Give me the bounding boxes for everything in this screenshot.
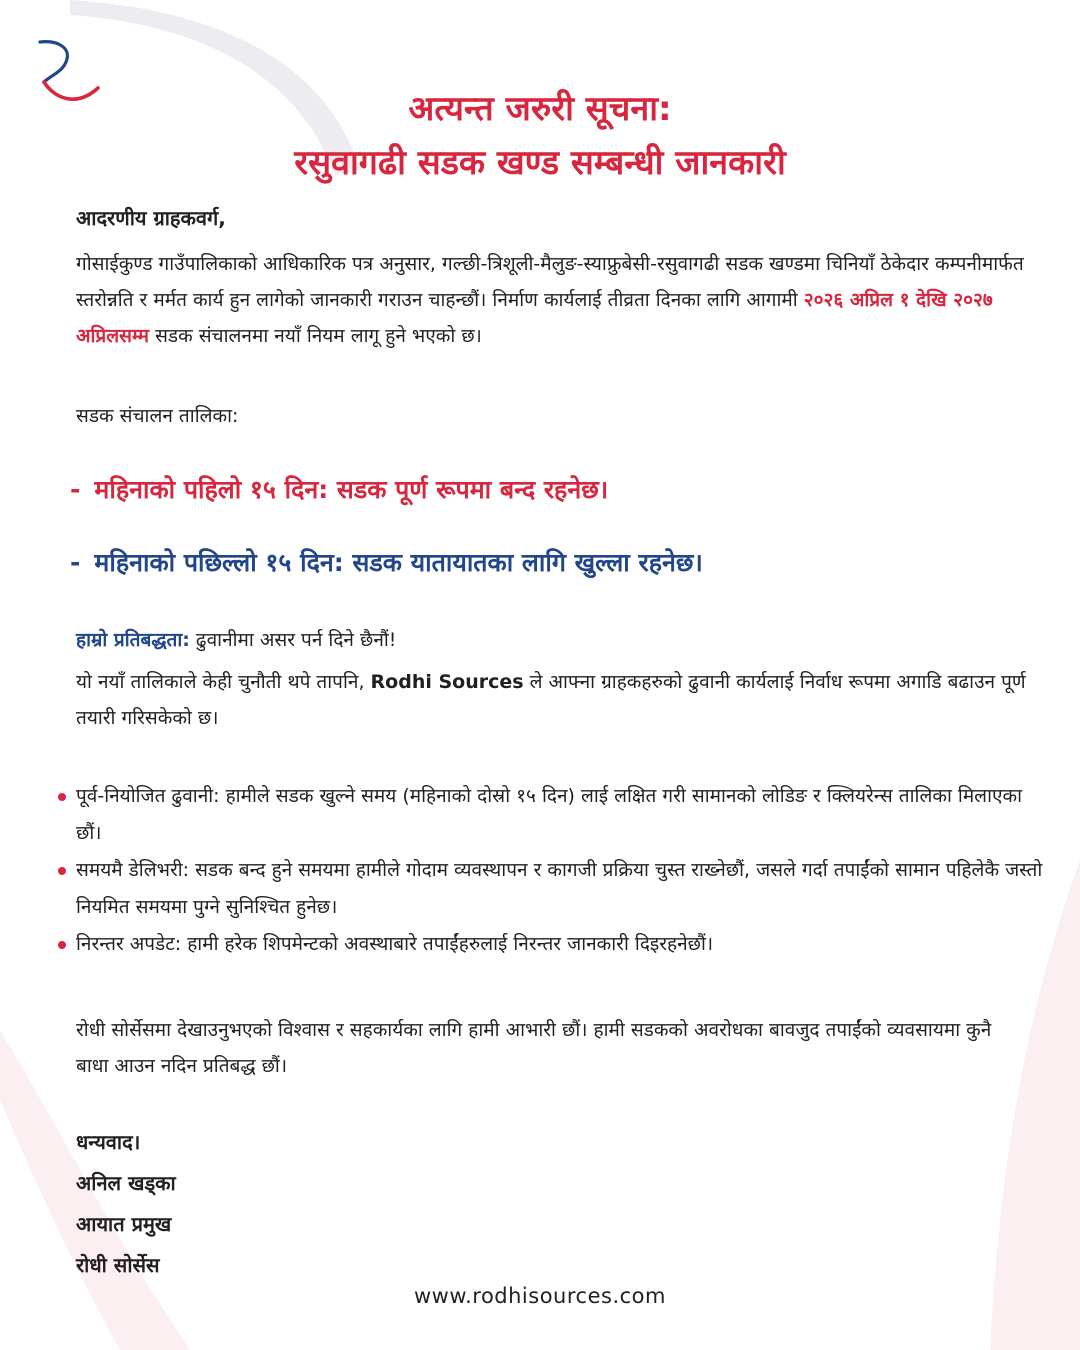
list-item xyxy=(56,852,1046,926)
schedule-text: महिनाको पहिलो १५ दिन: सडक पूर्ण रूपमा बन्द रहनेछ। xyxy=(94,475,609,504)
bullet-text: पूर्व-नियोजित ढुवानी: हामीले सडक खुल्ने समय (महिनाको दोस्रो १५ दिन) लाई लक्षित गरी सामानको लोडिङ र क्लियरेन्स तालिका मिलाएका छौं। xyxy=(76,785,1023,844)
intro-paragraph xyxy=(76,246,1026,354)
commitment-text-part2: ले आफ्ना ग्राहकहरुको ढुवानी कार्यलाई निर्वाध रूपमा अगाडि बढाउन पूर्ण तयारी गरिसकेको छ। xyxy=(76,671,1026,729)
schedule-text: महिनाको पछिल्लो १५ दिन: सडक यातायातका लागि खुल्ला रहनेछ। xyxy=(94,548,703,577)
bullet-dot-icon xyxy=(58,941,66,949)
website-link[interactable]: www.rodhisources.com xyxy=(414,1284,666,1308)
commitment-paragraph xyxy=(76,664,1026,736)
closing-paragraph: रोधी सोर्सेसमा देखाउनुभएको विश्वास र सहकार्यका लागि हामी आभारी छौं। हामी सडकको अवरोधका बावजुद तपाईंको व्यवसायमा कुनै बाधा आउन नदिन प्रतिबद्ध छौं। xyxy=(76,1019,992,1077)
signoff-role: आयात प्रमुख xyxy=(76,1212,172,1236)
date-range-highlight: २०२६ अप्रिल १ देखि २०२७ अप्रिलसम्म xyxy=(76,289,993,347)
brand-name: Rodhi Sources xyxy=(370,671,524,693)
intro-text-part2: सडक संचालनमा नयाँ नियम लागू हुने भएको छ। xyxy=(149,325,482,347)
bullet-text: समयमै डेलिभरी: सडक बन्द हुने समयमा हामीले गोदाम व्यवस्थापन र कागजी प्रक्रिया चुस्त राख्नेछौं, जसले गर्दा तपाईंको सामान पहिलेकै जस्तो नियमित समयमा पुग्ने सुनिश्चित हुनेछ। xyxy=(76,859,1043,918)
commitment-text-part1: यो नयाँ तालिकाले केही चुनौती थपे तापनि, xyxy=(76,671,371,693)
signoff-thanks: धन्यवाद। xyxy=(76,1130,141,1154)
signoff-company: रोधी सोर्सेस xyxy=(76,1253,160,1277)
commitment-label: हाम्रो प्रतिबद्धता: xyxy=(76,629,190,651)
bullet-text: निरन्तर अपडेट: हामी हरेक शिपमेन्टको अवस्थाबारे तपाईंहरुलाई निरन्तर जानकारी दिइरहनेछौं। xyxy=(76,933,714,955)
salutation: आदरणीय ग्राहकवर्ग, xyxy=(76,206,226,230)
commitment-bullet-list xyxy=(56,778,1046,963)
list-item xyxy=(56,926,1046,963)
signoff-block xyxy=(76,1122,176,1286)
signoff-name: अनिल खड्का xyxy=(76,1171,176,1195)
schedule-item-closed xyxy=(70,472,608,506)
schedule-label: सडक संचालन तालिका: xyxy=(76,405,239,427)
dash-marker: - xyxy=(70,475,81,504)
notice-subtitle: रसुवागढी सडक खण्ड सम्बन्धी जानकारी xyxy=(294,143,786,183)
list-item xyxy=(56,778,1046,852)
commitment-heading xyxy=(76,622,396,658)
intro-text-part1: गोसाईकुण्ड गाउँपालिकाको आधिकारिक पत्र अनुसार, गल्छी-त्रिशूली-मैलुङ-स्याफ्रुबेसी-रसुवागढी सडक खण्डमा चिनियाँ ठेकेदार कम्पनीमार्फत स्तरोन्नति र मर्मत कार्य हुन लागेको जानकारी गराउन चाहन्छौं। निर्माण कार्यलाई तीव्रता दिनका लागि आगामी xyxy=(76,253,1024,311)
bullet-dot-icon xyxy=(58,867,66,875)
notice-title: अत्यन्त जरुरी सूचना: xyxy=(408,89,672,129)
dash-marker: - xyxy=(70,548,81,577)
bullet-dot-icon xyxy=(58,793,66,801)
schedule-item-open xyxy=(70,545,703,579)
rodhi-r-logo xyxy=(36,38,102,110)
commitment-tagline: ढुवानीमा असर पर्न दिने छैनौं! xyxy=(189,629,397,651)
